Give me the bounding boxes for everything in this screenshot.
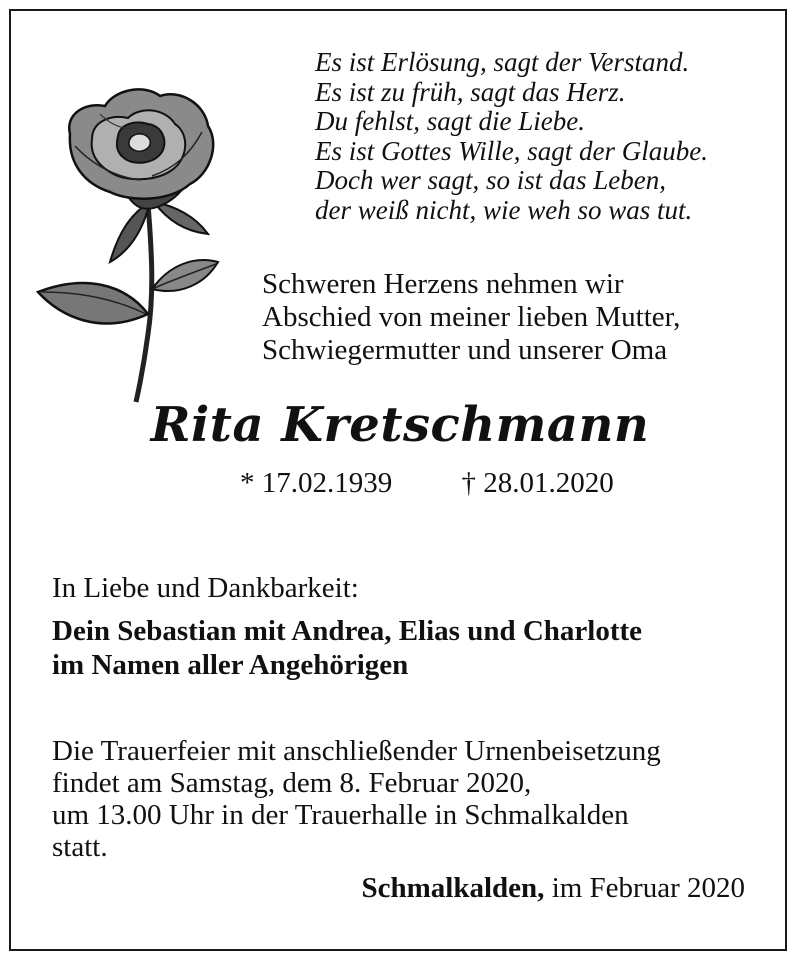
deceased-name: Rita Kretschmann <box>150 397 650 453</box>
service-line: findet am Samstag, dem 8. Februar 2020, <box>52 767 532 799</box>
service-line: statt. <box>52 831 108 863</box>
poem-line: Es ist zu früh, sagt das Herz. <box>315 76 626 107</box>
mourners-line: im Namen aller Angehörigen <box>52 649 409 681</box>
life-dates <box>240 467 614 500</box>
intro-line: Abschied von meiner lieben Mutter, <box>262 301 681 333</box>
mourners-intro: In Liebe und Dankbarkeit: <box>52 572 359 604</box>
service-details <box>52 735 661 863</box>
signoff <box>362 872 745 905</box>
poem-line: Doch wer sagt, so ist das Leben, <box>315 165 666 195</box>
intro-line: Schwiegermutter und unserer Oma <box>262 334 668 366</box>
poem-line: Du fehlst, sagt die Liebe. <box>315 106 585 136</box>
poem-line: Es ist Erlösung, sagt der Verstand. <box>315 47 690 77</box>
signoff-place: Schmalkalden, <box>361 872 545 904</box>
mourners-line: Dein Sebastian mit Andrea, Elias und Charlotte <box>52 615 643 647</box>
intro-text <box>262 268 680 367</box>
service-line: um 13.00 Uhr in der Trauerhalle in Schmalkalden <box>52 799 629 831</box>
service-line: Die Trauerfeier mit anschließender Urnenbeisetzung <box>52 735 661 767</box>
poem-line: der weiß nicht, wie weh so was tut. <box>315 194 693 225</box>
poem <box>315 48 708 225</box>
rose-icon <box>30 84 240 406</box>
signoff-date: im Februar 2020 <box>551 872 745 904</box>
intro-line: Schweren Herzens nehmen wir <box>262 268 624 300</box>
birth-date: * 17.02.1939 <box>240 467 393 499</box>
mourners-list <box>52 614 642 682</box>
death-date: † 28.01.2020 <box>461 467 614 499</box>
poem-line: Es ist Gottes Wille, sagt der Glaube. <box>315 135 708 166</box>
